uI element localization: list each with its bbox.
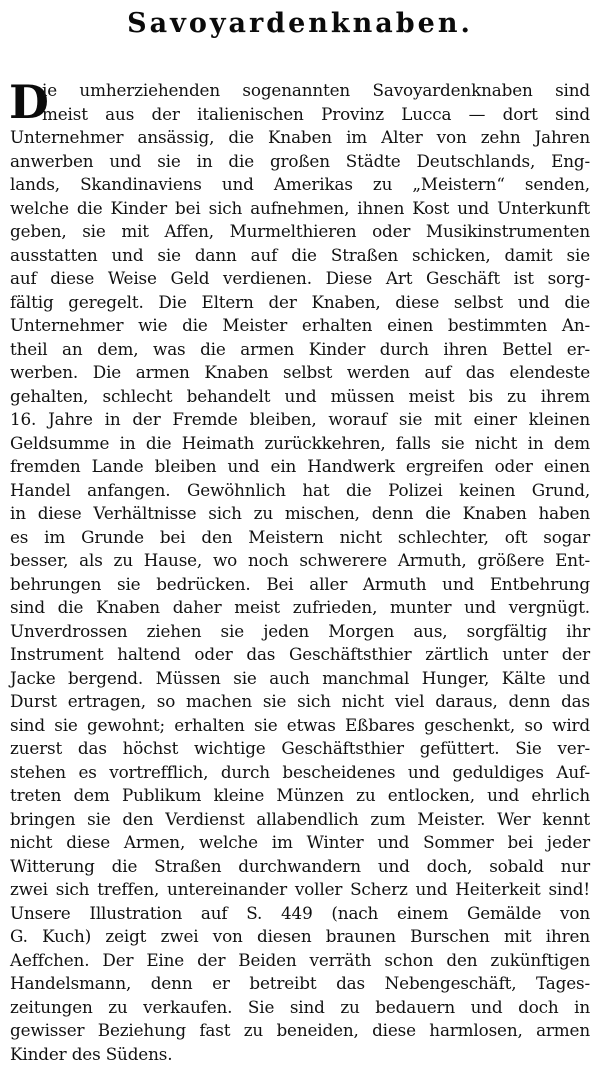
text-line: auf diese Weise Geld verdienen. Diese Art Geschäft ist sorg- (10, 267, 590, 291)
text-line: theil an dem, was die armen Kinder durch ihren Bettel er- (10, 338, 590, 362)
text-line: werben. Die armen Knaben selbst werden auf das elendeste (10, 361, 590, 385)
text-line: ausstatten und sie dann auf die Straßen schicken, damit sie (10, 244, 590, 268)
text-line: sind die Knaben daher meist zufrieden, munter und vergnügt. (10, 596, 590, 620)
text-line: Jacke bergend. Müssen sie auch manchmal Hunger, Kälte und (10, 667, 590, 691)
drop-cap: D (9, 79, 49, 125)
text-line: zwei sich treffen, untereinander voller Scherz und Heiterkeit sind! (10, 878, 590, 902)
text-line: Instrument haltend oder das Geschäftsthier zärtlich unter der (10, 643, 590, 667)
text-line: Unsere Illustration auf S. 449 (nach einem Gemälde von (10, 902, 590, 926)
text-line: ie umherziehenden sogenannten Savoyardenknaben sind (10, 79, 590, 103)
text-line: meist aus der italienischen Provinz Lucca — dort sind (10, 103, 590, 127)
text-line: Geldsumme in die Heimath zurückkehren, falls sie nicht in dem (10, 432, 590, 456)
text-line: welche die Kinder bei sich aufnehmen, ihnen Kost und Unterkunft (10, 197, 590, 221)
text-line: gehalten, schlecht behandelt und müssen meist bis zu ihrem (10, 385, 590, 409)
text-line: Unverdrossen ziehen sie jeden Morgen aus, sorgfältig ihr (10, 620, 590, 644)
text-line: geben, sie mit Affen, Murmelthieren oder Musikinstrumenten (10, 220, 590, 244)
text-line: nicht diese Armen, welche im Winter und Sommer bei jeder (10, 831, 590, 855)
text-line: Handelsmann, denn er betreibt das Nebengeschäft, Tages- (10, 972, 590, 996)
text-line: Aeffchen. Der Eine der Beiden verräth schon den zukünftigen (10, 949, 590, 973)
text-line: gewisser Beziehung fast zu beneiden, diese harmlosen, armen (10, 1019, 590, 1043)
text-line: bringen sie den Verdienst allabendlich zum Meister. Wer kennt (10, 808, 590, 832)
article-body (10, 79, 590, 1066)
text-line: Durst ertragen, so machen sie sich nicht viel daraus, denn das (10, 690, 590, 714)
text-line: zuerst das höchst wichtige Geschäftsthier gefüttert. Sie ver- (10, 737, 590, 761)
text-line: stehen es vortrefflich, durch bescheidenes und geduldiges Auf- (10, 761, 590, 785)
text-line: Handel anfangen. Gewöhnlich hat die Polizei keinen Grund, (10, 479, 590, 503)
text-line: in diese Verhältnisse sich zu mischen, denn die Knaben haben (10, 502, 590, 526)
text-line: Unternehmer wie die Meister erhalten einen bestimmten An- (10, 314, 590, 338)
text-line: besser, als zu Hause, wo noch schwerere Armuth, größere Ent- (10, 549, 590, 573)
text-line: Unternehmer ansässig, die Knaben im Alter von zehn Jahren (10, 126, 590, 150)
text-line: sind sie gewohnt; erhalten sie etwas Eßbares geschenkt, so wird (10, 714, 590, 738)
text-line: lands, Skandinaviens und Amerikas zu „Meistern“ senden, (10, 173, 590, 197)
text-line: behrungen sie bedrücken. Bei aller Armuth und Entbehrung (10, 573, 590, 597)
text-line: fremden Lande bleiben und ein Handwerk ergreifen oder einen (10, 455, 590, 479)
article-title: Savoyardenknaben. (0, 8, 600, 39)
text-line: fältig geregelt. Die Eltern der Knaben, diese selbst und die (10, 291, 590, 315)
text-line: G. Kuch) zeigt zwei von diesen braunen Burschen mit ihren (10, 925, 590, 949)
text-line: zeitungen zu verkaufen. Sie sind zu bedauern und doch in (10, 996, 590, 1020)
text-line: anwerben und sie in die großen Städte Deutschlands, Eng- (10, 150, 590, 174)
text-line: 16. Jahre in der Fremde bleiben, worauf sie mit einer kleinen (10, 408, 590, 432)
text-line: Witterung die Straßen durchwandern und doch, sobald nur (10, 855, 590, 879)
text-line: Kinder des Südens. (10, 1043, 590, 1066)
text-line: treten dem Publikum kleine Münzen zu entlocken, und ehrlich (10, 784, 590, 808)
text-line: es im Grunde bei den Meistern nicht schlechter, oft sogar (10, 526, 590, 550)
